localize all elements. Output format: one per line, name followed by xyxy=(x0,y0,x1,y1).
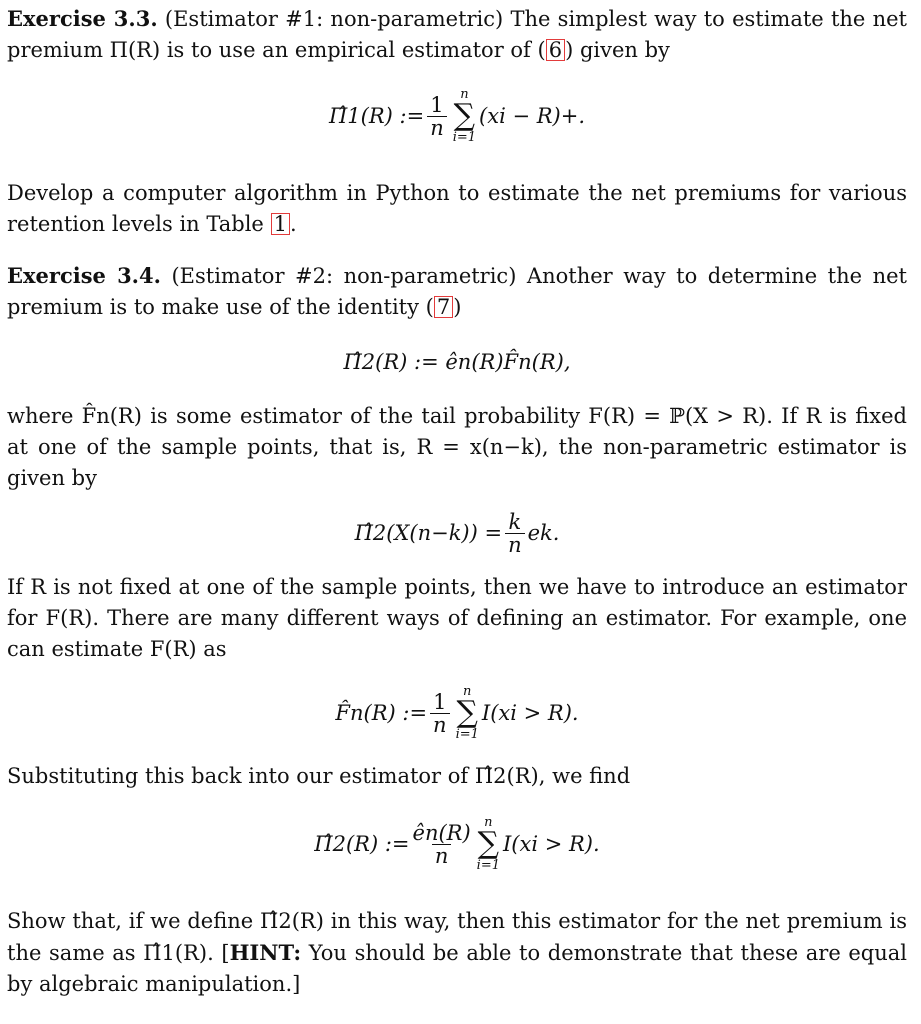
equation-pi-2-substituted-lhs: Π̂2(R) := xyxy=(314,831,410,856)
exercise-3-3-text-end: given by xyxy=(579,38,670,62)
equation-pi-2-sample-point xyxy=(7,494,907,572)
exercise-3-3-intro: Exercise 3.3. (Estimator #1: non-parametric) The simplest way to estimate the net premium Π(R) is to use an empirical estimator of ( 6 ) given by xyxy=(7,6,907,62)
exercise-3-4-paragraph-3: Substituting this back into our estimator of Π̂2(R), we find xyxy=(7,764,631,788)
equation-f-hat-rhs: I(xi > R). xyxy=(481,700,579,725)
equation-pi-2-sample-rhs: ek. xyxy=(527,520,560,545)
summation-symbol-3: n ∑ i=1 xyxy=(476,815,500,873)
equation-pi-1-lhs: Π̂1(R) := xyxy=(328,103,425,128)
fraction-denominator: n xyxy=(432,844,452,867)
summation-lower: i=1 xyxy=(476,858,500,873)
equation-f-hat-lhs: F̂n(R) := xyxy=(335,700,428,725)
equation-pi-2-substituted-rhs: I(xi > R). xyxy=(503,831,600,856)
fraction-numerator: k xyxy=(508,509,522,534)
hint-text: You should be able to demonstrate that these are equal by algebraic manipulation.] xyxy=(7,941,908,996)
fraction-k-over-n xyxy=(505,511,525,556)
exercise-3-3-text: (Estimator #1: non-parametric) The simplest way to estimate the net premium Π(R) is to use an empirical estimator of xyxy=(7,7,907,62)
table-1-link[interactable]: 1 xyxy=(271,213,290,235)
summation-upper: n xyxy=(460,87,469,102)
equation-pi-2-substituted xyxy=(7,792,907,896)
fraction-denominator: n xyxy=(505,533,525,556)
summation-upper: n xyxy=(484,815,493,830)
equation-pi-2-identity xyxy=(7,323,907,401)
hint-label: HINT: xyxy=(229,940,302,965)
exercise-3-3-body xyxy=(7,178,907,240)
equation-pi-2-identity-text: Π̂2(R) := ên(R)F̂n(R), xyxy=(343,349,571,374)
exercise-3-4-paragraph-2: If R is not fixed at one of the sample points, then we have to introduce an estimator for F(R). There are many different ways of defining an estimator. For example, one can estimate F(R) as xyxy=(7,575,907,661)
exercise-3-4-intro: Exercise 3.4. (Estimator #2: non-parametric) Another way to determine the net premium is to make use of the identity ( 7 ) xyxy=(7,263,907,319)
summation-lower: i=1 xyxy=(452,130,477,145)
summation-lower: i=1 xyxy=(455,727,479,742)
equation-f-hat xyxy=(7,665,907,761)
exercise-3-4-heading: Exercise 3.4. xyxy=(7,263,161,288)
fraction-numerator: 1 xyxy=(433,689,447,714)
equation-pi-2-sample-lhs: Π̂2(X(n−k)) = xyxy=(354,520,503,545)
equation-6-link[interactable]: 6 xyxy=(546,39,565,61)
fraction-denominator: n xyxy=(430,713,450,736)
exercise-3-4-paragraph-4-text: Show that, if we define Π̂2(R) in this way, then this estimator for the net premium is the same as Π̂1(R). xyxy=(7,909,907,965)
equation-pi-1-rhs: (xi − R)+. xyxy=(479,103,586,128)
fraction-1-over-n xyxy=(427,94,447,139)
summation-symbol: n ∑ i=1 xyxy=(452,87,477,145)
equation-pi-1 xyxy=(7,66,907,166)
exercise-3-4-paragraph-4: Show that, if we define Π̂2(R) in this way, then this estimator for the net premium is the same as Π̂1(R). [HINT: You should be able to demonstrate that these are equal by algebraic manipulation.] xyxy=(7,909,908,996)
summation-upper: n xyxy=(463,684,472,699)
exercise-3-3-body-text: Develop a computer algorithm in Python to estimate the net premiums for various retention levels in Table xyxy=(7,181,907,236)
fraction-1-over-n-2 xyxy=(430,691,450,736)
exercise-3-3-heading: Exercise 3.3. xyxy=(7,6,158,31)
fraction-numerator: 1 xyxy=(430,92,444,117)
equation-7-link[interactable]: 7 xyxy=(434,296,453,318)
summation-symbol-2: n ∑ i=1 xyxy=(455,684,479,742)
fraction-e-over-n xyxy=(413,822,471,867)
document-page xyxy=(7,3,907,1000)
fraction-denominator: n xyxy=(427,116,447,139)
exercise-3-4-text: (Estimator #2: non-parametric) Another way to determine the net premium is to make use of the identity xyxy=(7,264,907,319)
exercise-3-3-body-end: . xyxy=(289,212,297,236)
fraction-numerator: ên(R) xyxy=(412,820,471,845)
exercise-3-4-paragraph-1: where F̂n(R) is some estimator of the tail probability F(R) = ℙ(X > R). If R is fixed at one of the sample points, that is, R = x(n−k), the non-parametric estimator is given by xyxy=(7,404,907,490)
